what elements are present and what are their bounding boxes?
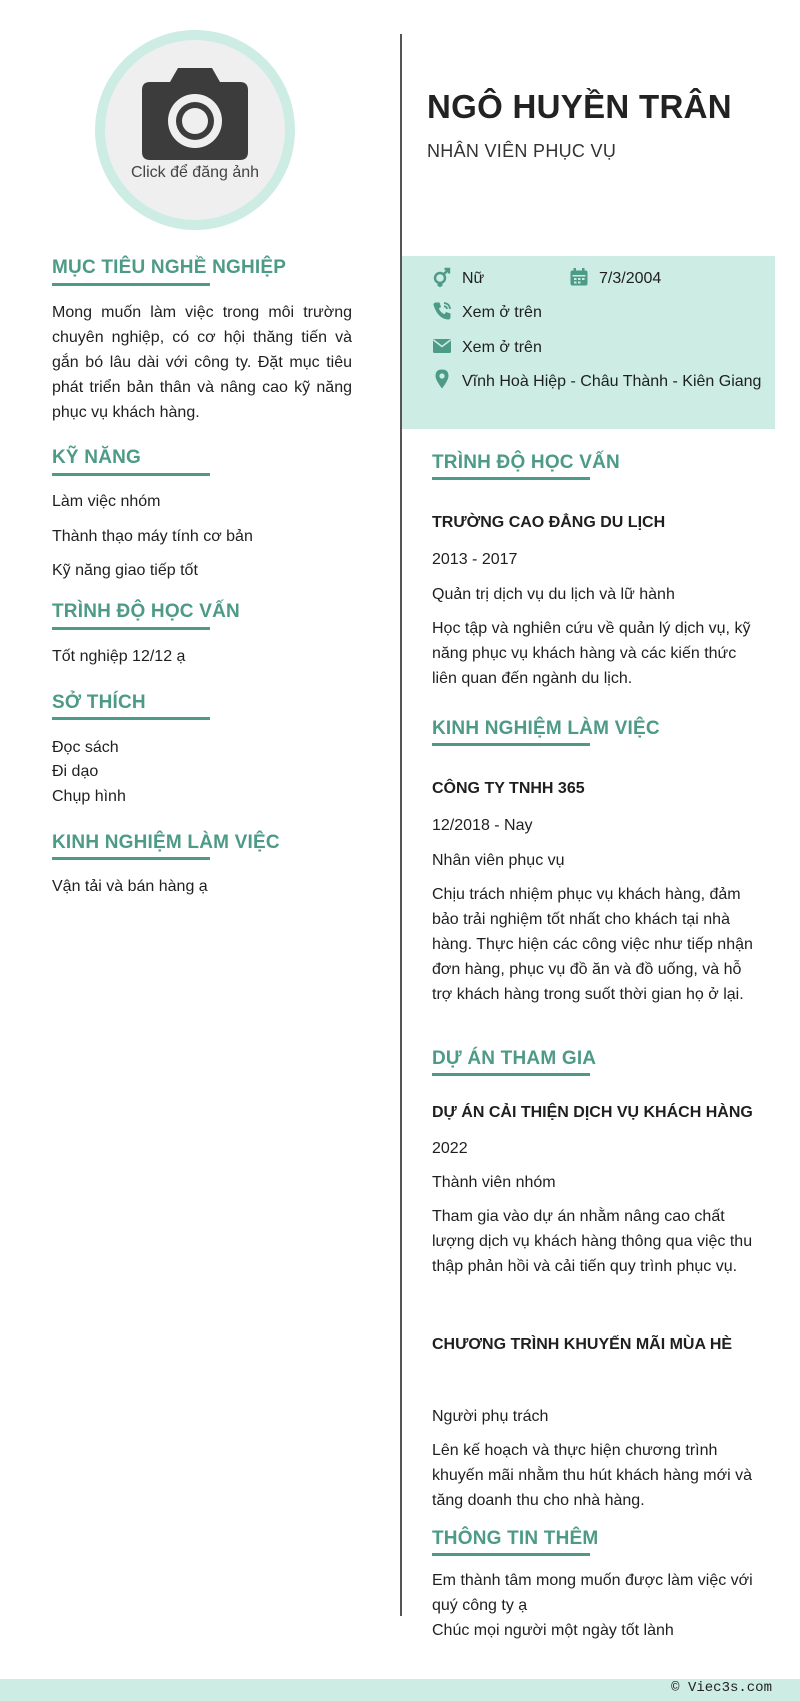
skill-item: Thành thạo máy tính cơ bản <box>52 528 253 545</box>
experience-title: KINH NGHIỆM LÀM VIỆC <box>432 718 660 739</box>
project-role: Người phụ trách <box>432 1408 549 1425</box>
phone-value: Xem ở trên <box>462 304 542 321</box>
experience-text-left: Vận tải và bán hàng ạ <box>52 878 208 895</box>
experience-position: Nhân viên phục vụ <box>432 852 565 869</box>
education-description: Học tập và nghiên cứu về quản lý dịch vụ, kỹ năng phục vụ khách hàng và các kiến thức liên quan đến ngành du lịch. <box>432 620 751 687</box>
education-major: Quản trị dịch vụ du lịch và lữ hành <box>432 586 675 603</box>
address-value: Vĩnh Hoà Hiệp - Châu Thành - Kiên Giang <box>462 373 762 390</box>
gender-value: Nữ <box>462 270 485 287</box>
experience-period: 12/2018 - Nay <box>432 817 533 834</box>
skill-item: Kỹ năng giao tiếp tốt <box>52 562 198 579</box>
project-description: Tham gia vào dự án nhằm nâng cao chất lượng dịch vụ khách hàng thông qua việc thu thập phản hồi và cải tiến quy trình phục vụ. <box>432 1208 753 1275</box>
objective-title: MỤC TIÊU NGHỀ NGHIỆP <box>52 257 287 278</box>
experience-title-left: KINH NGHIỆM LÀM VIỆC <box>52 832 280 853</box>
hobbies-underline <box>52 717 210 720</box>
experience-description: Chịu trách nhiệm phục vụ khách hàng, đảm bảo trải nghiệm tốt nhất cho khách tại nhà hàng. Thực hiện các công việc như tiếp nhận đơn hàng, phục vụ đồ ăn và đồ uống, và hỗ trợ khách hàng trong suốt thời gian họ ở lại. <box>432 886 753 1003</box>
footer-watermark[interactable]: © Viec3s.com <box>671 1680 772 1696</box>
company-name: CÔNG TY TNHH 365 <box>432 780 585 797</box>
education-text-left: Tốt nghiệp 12/12 ạ <box>52 648 186 665</box>
experience-underline <box>432 743 590 746</box>
education-title: TRÌNH ĐỘ HỌC VẤN <box>432 452 620 473</box>
skill-item: Làm việc nhóm <box>52 493 161 510</box>
hobbies-title: SỞ THÍCH <box>52 692 146 713</box>
additional-line: Em thành tâm mong muốn được làm việc với quý công ty ạ <box>432 1572 753 1614</box>
location-icon <box>432 369 452 389</box>
projects-underline <box>432 1073 590 1076</box>
calendar-icon <box>569 267 589 287</box>
education-title-left: TRÌNH ĐỘ HỌC VẤN <box>52 601 240 622</box>
additional-underline <box>432 1553 590 1556</box>
education-period: 2013 - 2017 <box>432 551 518 568</box>
profile-job-title: NHÂN VIÊN PHỤC VỤ <box>427 141 617 161</box>
project-name: CHƯƠNG TRÌNH KHUYẾN MÃI MÙA HÈ <box>432 1336 733 1353</box>
email-value: Xem ở trên <box>462 339 542 356</box>
hobby-item: Đi dạo <box>52 763 99 780</box>
birthdate-value: 7/3/2004 <box>599 270 662 287</box>
project-name: DỰ ÁN CẢI THIỆN DỊCH VỤ KHÁCH HÀNG <box>432 1104 753 1121</box>
hobby-item: Đọc sách <box>52 739 119 756</box>
additional-line: Chúc mọi người một ngày tốt lành <box>432 1622 674 1639</box>
education-underline <box>432 477 590 480</box>
skills-title: KỸ NĂNG <box>52 447 142 468</box>
experience-underline-left <box>52 857 210 860</box>
hobby-item: Chụp hình <box>52 788 126 805</box>
additional-title: THÔNG TIN THÊM <box>432 1528 599 1549</box>
project-year: 2022 <box>432 1140 468 1157</box>
objective-underline <box>52 283 210 286</box>
camera-icon <box>140 66 250 162</box>
avatar-upload-caption[interactable]: Click để đăng ảnh <box>130 164 260 181</box>
projects-title: DỰ ÁN THAM GIA <box>432 1048 597 1069</box>
profile-name: NGÔ HUYỀN TRÂN <box>427 88 732 125</box>
school-name: TRƯỜNG CAO ĐẲNG DU LỊCH <box>432 514 666 531</box>
gender-icon <box>432 267 452 287</box>
skills-underline <box>52 473 210 476</box>
project-description: Lên kế hoạch và thực hiện chương trình khuyến mãi nhằm thu hút khách hàng mới và tăng doanh thu cho nhà hàng. <box>432 1442 753 1509</box>
education-underline-left <box>52 627 210 630</box>
objective-text: Mong muốn làm việc trong môi trường chuyên nghiệp, có cơ hội thăng tiến và gắn bó lâu dài với công ty. Đặt mục tiêu phát triển bản thân và nâng cao kỹ năng phục vụ khách hàng. <box>52 304 352 421</box>
project-role: Thành viên nhóm <box>432 1174 556 1191</box>
email-icon <box>432 336 452 356</box>
phone-icon <box>432 301 452 321</box>
